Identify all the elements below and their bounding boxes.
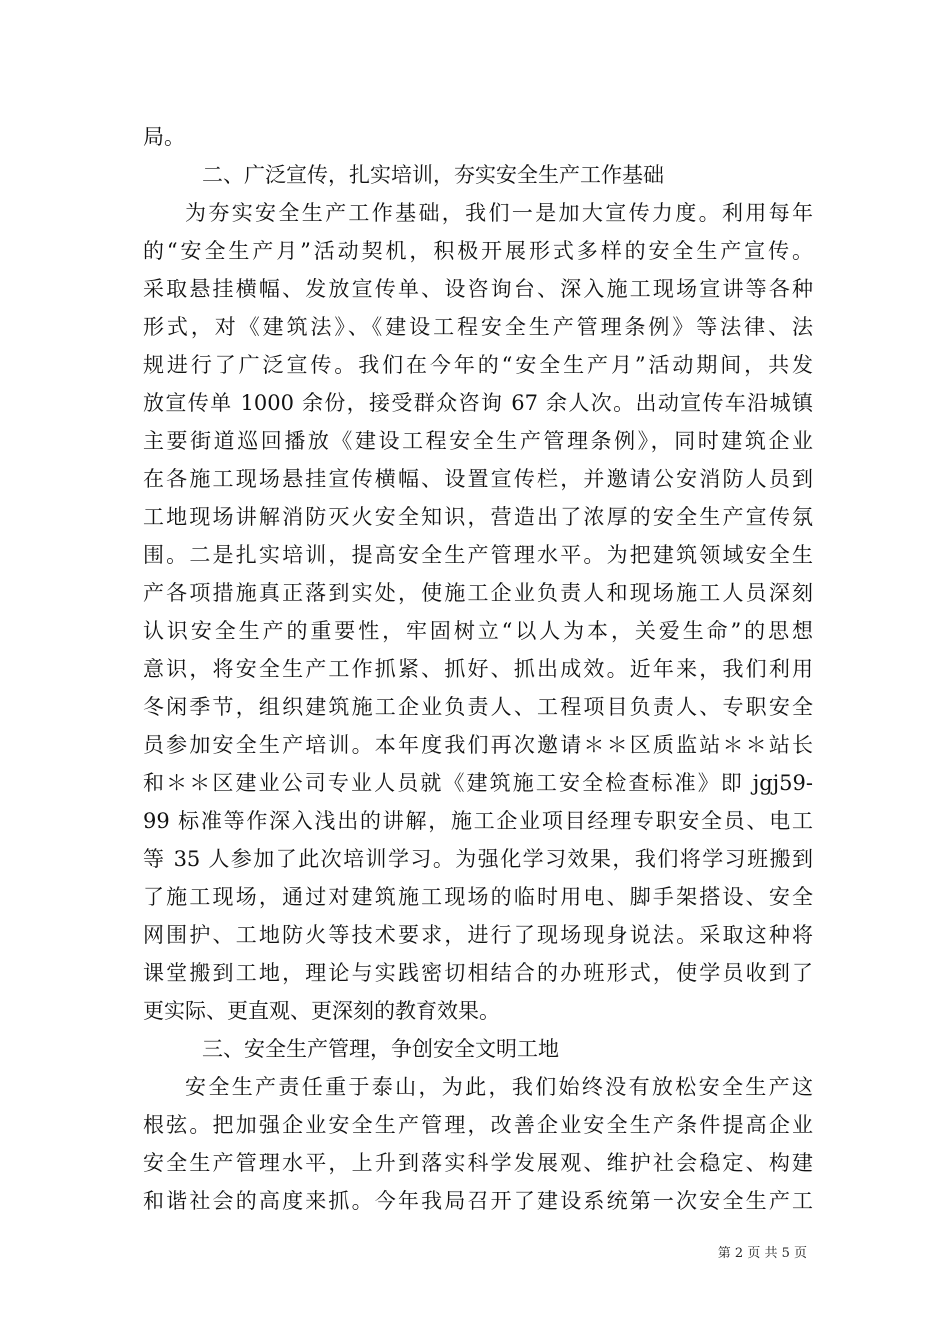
body-text-line: 冬闲季节，组织建筑施工企业负责人、工程项目负责人、专职安全 [143,695,813,719]
section-heading-3: 三、安全生产管理，争创安全文明工地 [202,1037,559,1061]
body-text-line: 意识，将安全生产工作抓紧、抓好、抓出成效。近年来，我们利用 [143,657,813,681]
body-text-line: 等 35 人参加了此次培训学习。为强化学习效果，我们将学习班搬到 [143,847,813,871]
body-text-line: 采取悬挂横幅、发放宣传单、设咨询台、深入施工现场宣讲等各种 [143,277,813,301]
body-text-line: 的“安全生产月”活动契机，积极开展形式多样的安全生产宣传。 [143,239,813,263]
body-text-line: 主要街道巡回播放《建设工程安全生产管理条例》，同时建筑企业 [143,429,813,453]
body-text-line: 在各施工现场悬挂宣传横幅、设置宣传栏，并邀请公安消防人员到 [143,467,813,491]
body-text-line: 99 标准等作深入浅出的讲解，施工企业项目经理专职安全员、电工 [143,809,813,833]
body-text-line: 和＊＊区建业公司专业人员就《建筑施工安全检查标准》即 jgj59- [143,771,813,795]
body-text-line: 形式，对《建筑法》、《建设工程安全生产管理条例》等法律、法 [143,315,813,339]
body-text-line: 和谐社会的高度来抓。今年我局召开了建设系统第一次安全生产工 [143,1189,813,1213]
body-text-line: 了施工现场，通过对建筑施工现场的临时用电、脚手架搭设、安全 [143,885,813,909]
body-text-line: 根弦。把加强企业安全生产管理，改善企业安全生产条件提高企业 [143,1113,813,1137]
section-heading-2: 二、广泛宣传，扎实培训，夯实安全生产工作基础 [202,163,664,187]
body-text-line: 课堂搬到工地，理论与实践密切相结合的办班形式，使学员收到了 [143,961,813,985]
body-text-line: 更实际、更直观、更深刻的教育效果。 [143,999,500,1023]
body-text-line: 认识安全生产的重要性，牢固树立“以人为本，关爱生命”的思想 [143,619,813,643]
paragraph-first-line: 为夯实安全生产工作基础，我们一是加大宣传力度。利用每年 [185,201,813,225]
body-text-line: 员参加安全生产培训。本年度我们再次邀请＊＊区质监站＊＊站长 [143,733,813,757]
body-text-line: 产各项措施真正落到实处，使施工企业负责人和现场施工人员深刻 [143,581,813,605]
body-text-line: 网围护、工地防火等技术要求，进行了现场现身说法。采取这种将 [143,923,813,947]
body-text-line: 安全生产管理水平，上升到落实科学发展观、维护社会稳定、构建 [143,1151,813,1175]
body-text-line: 围。二是扎实培训，提高安全生产管理水平。为把建筑领域安全生 [143,543,813,567]
body-text-line: 工地现场讲解消防灭火安全知识，营造出了浓厚的安全生产宣传氛 [143,505,813,529]
body-text-line: 规进行了广泛宣传。我们在今年的“安全生产月”活动期间，共发 [143,353,813,377]
page-number-footer: 第 2 页 共 5 页 [717,1246,807,1261]
body-text-line: 局。 [143,125,185,149]
body-text-line: 放宣传单 1000 余份，接受群众咨询 67 余人次。出动宣传车沿城镇 [143,391,813,415]
paragraph-first-line: 安全生产责任重于泰山，为此，我们始终没有放松安全生产这 [185,1075,813,1099]
